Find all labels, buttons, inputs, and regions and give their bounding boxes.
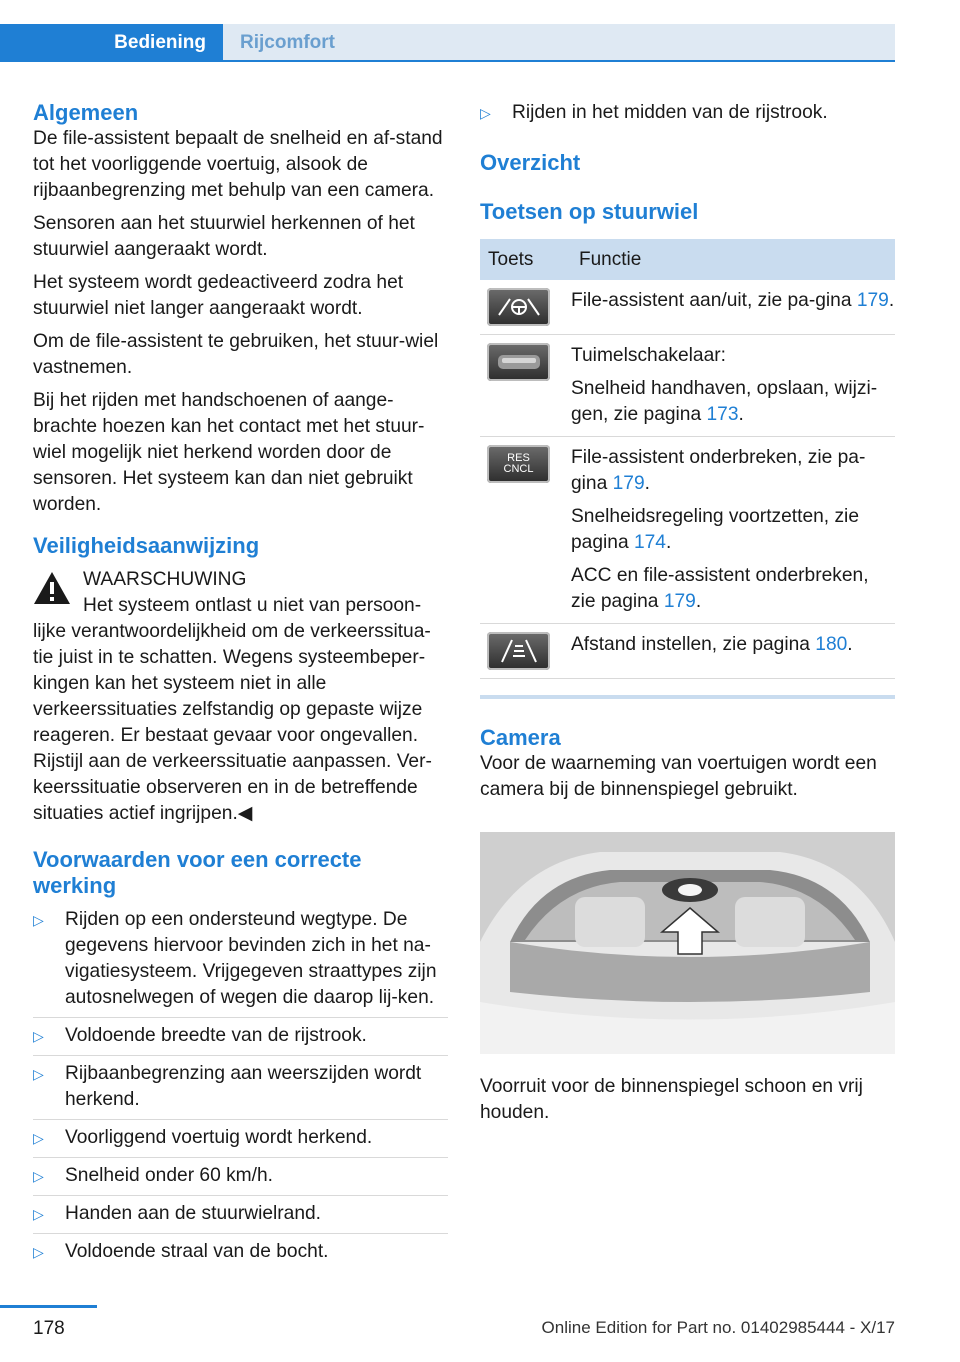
warning-text: lijke verantwoordelijkheid om de verkeerssitua-tie juist in te schatten. Wegens systeembeper-kingen kan het systeem niet in alle verkeerssituaties zelfstandig op gepaste wijze reageren. Er bestaat gevaar voor ongevallen. Rijstijl aan de verkeerssituatie aanpassen. Ver-keerssituatie observeren en in de betreffende situaties actief ingrijpen.◀ [33,621,432,824]
paragraph: Het systeem wordt gedeactiveerd zodra het stuurwiel niet langer aangeraakt wordt. [33,272,404,319]
page-link[interactable]: 173 [706,404,739,425]
table-bottom-rule [480,695,895,699]
function-cell [571,437,895,624]
warning-label: WAARSCHUWING [83,569,247,590]
page-link[interactable]: 180 [815,634,848,655]
edition-text: Online Edition for Part no. 01402985444 - X/17 [541,1318,895,1337]
list-item-text: Handen aan de stuurwielrand. [65,1203,322,1224]
page-number: 178 [33,1318,65,1339]
paragraph: Voor de waarneming van voertuigen wordt een camera bij de binnenspiegel gebruikt. [480,753,877,800]
page-link[interactable]: 174 [633,532,666,553]
list-item-text: Voorliggend voertuig wordt herkend. [65,1127,373,1148]
triangle-bullet-icon: ▷ [33,1168,44,1184]
list-item [33,1163,448,1196]
list-item [33,1239,448,1271]
table-row [480,624,895,679]
list-item [480,100,895,132]
list-item-text: Snelheid onder 60 km/h. [65,1165,273,1186]
table-header-row [480,239,895,280]
function-text: Snelheidsregeling voortzetten, zie pagina [571,506,859,553]
heading-toetsen: Toetsen op stuurwiel [480,199,699,224]
res-cncl-button-icon: RES CNCL [487,445,550,483]
function-cell [571,335,895,437]
header-tabs [0,0,895,62]
triangle-bullet-icon: ▷ [33,1066,44,1082]
page-link[interactable]: 179 [663,591,696,612]
footer-rule [0,1305,97,1308]
warning-text-first: Het systeem ontlast u niet van persoon- [83,595,422,616]
heading-voorwaarden: Voorwaarden voor een correcte werking [33,847,362,898]
list-item-text: Rijden op een ondersteund wegtype. De gegevens hiervoor bevinden zich in het na-vigatiesysteem. Vrijgegeven straattypes zijn autosnelwegen of wegen die daarop lij-ken. [65,909,437,1008]
function-text: ACC en file-assistent onderbreken, zie pagina [571,565,869,612]
list-item [33,1023,448,1056]
triangle-bullet-icon: ▷ [480,105,491,121]
paragraph: Bij het rijden met handschoenen of aange-brachte hoezen kan het contact met het stuur-wiel mogelijk niet herkend worden door de sensoren. Het systeem kan dan niet gebruikt worden. [33,390,425,515]
key-cell [480,624,571,679]
triangle-bullet-icon: ▷ [33,912,44,928]
lane-assist-button-icon [487,288,550,326]
page-link[interactable]: 179 [856,290,889,311]
column-header-functie: Functie [571,239,895,280]
list-item-text: Voldoende straal van de bocht. [65,1241,329,1262]
heading-overzicht: Overzicht [480,150,581,175]
function-text: File-assistent aan/uit, zie pa-gina [571,290,857,311]
triangle-bullet-icon: ▷ [33,1206,44,1222]
table-row [480,335,895,437]
conditions-list [33,907,448,1271]
function-cell [571,280,895,335]
function-tail: . [738,404,744,425]
function-tail: . [847,634,853,655]
function-text: File-assistent onderbreken, zie pa-gina [571,447,866,494]
function-tail: . [888,290,895,311]
camera-caption: Voorruit voor de binnenspiegel schoon en vrij houden. [480,1076,863,1123]
function-tail: . [665,532,672,553]
paragraph: Sensoren aan het stuurwiel herkennen of het stuurwiel aangeraakt wordt. [33,213,415,260]
list-item [33,1125,448,1158]
rocker-switch-icon [487,343,550,381]
triangle-bullet-icon: ▷ [33,1028,44,1044]
warning-triangle-icon [33,571,71,605]
list-item-text: Rijbaanbegrenzing aan weerszijden wordt herkend. [65,1063,422,1110]
list-item-text: Voldoende breedte van de rijstrook. [65,1025,367,1046]
header-rule [0,60,895,62]
list-item [33,907,448,1018]
triangle-bullet-icon: ▷ [33,1244,44,1260]
function-text: Tuimelschakelaar: [571,345,726,366]
key-cell [480,335,571,437]
table-row [480,280,895,335]
function-text: Afstand instellen, zie pagina [571,634,816,655]
top-list [480,100,895,132]
paragraph: Om de file-assistent te gebruiken, het stuur-wiel vastnemen. [33,331,439,378]
paragraph: De file-assistent bepaalt de snelheid en af-stand tot het voorliggende voertuig, alsook de rijbaanbegrenzing met behulp van een camera. [33,128,443,201]
function-tail: . [644,473,650,494]
function-cell [571,624,895,679]
keys-table [480,239,895,679]
left-column [33,100,448,1276]
windshield-camera-image [480,832,895,1054]
heading-veiligheid: Veiligheidsaanwijzing [33,533,260,558]
warning-block [33,567,448,827]
list-item [33,1201,448,1234]
column-header-toets: Toets [480,239,571,280]
tab-bediening[interactable]: Bediening [0,24,223,62]
list-item-text: Rijden in het midden van de rijstrook. [512,102,828,123]
heading-algemeen: Algemeen [33,100,139,125]
function-text: Snelheid handhaven, opslaan, wijzi-gen, zie pagina [571,378,878,425]
triangle-bullet-icon: ▷ [33,1130,44,1146]
table-row [480,437,895,624]
function-tail: . [695,591,702,612]
distance-button-icon [487,632,550,670]
list-item [33,1061,448,1120]
page-link[interactable]: 179 [612,473,645,494]
heading-camera: Camera [480,725,561,750]
right-column [480,100,895,1133]
key-cell [480,280,571,335]
key-cell [480,437,571,624]
tab-rijcomfort[interactable]: Rijcomfort [223,24,895,62]
